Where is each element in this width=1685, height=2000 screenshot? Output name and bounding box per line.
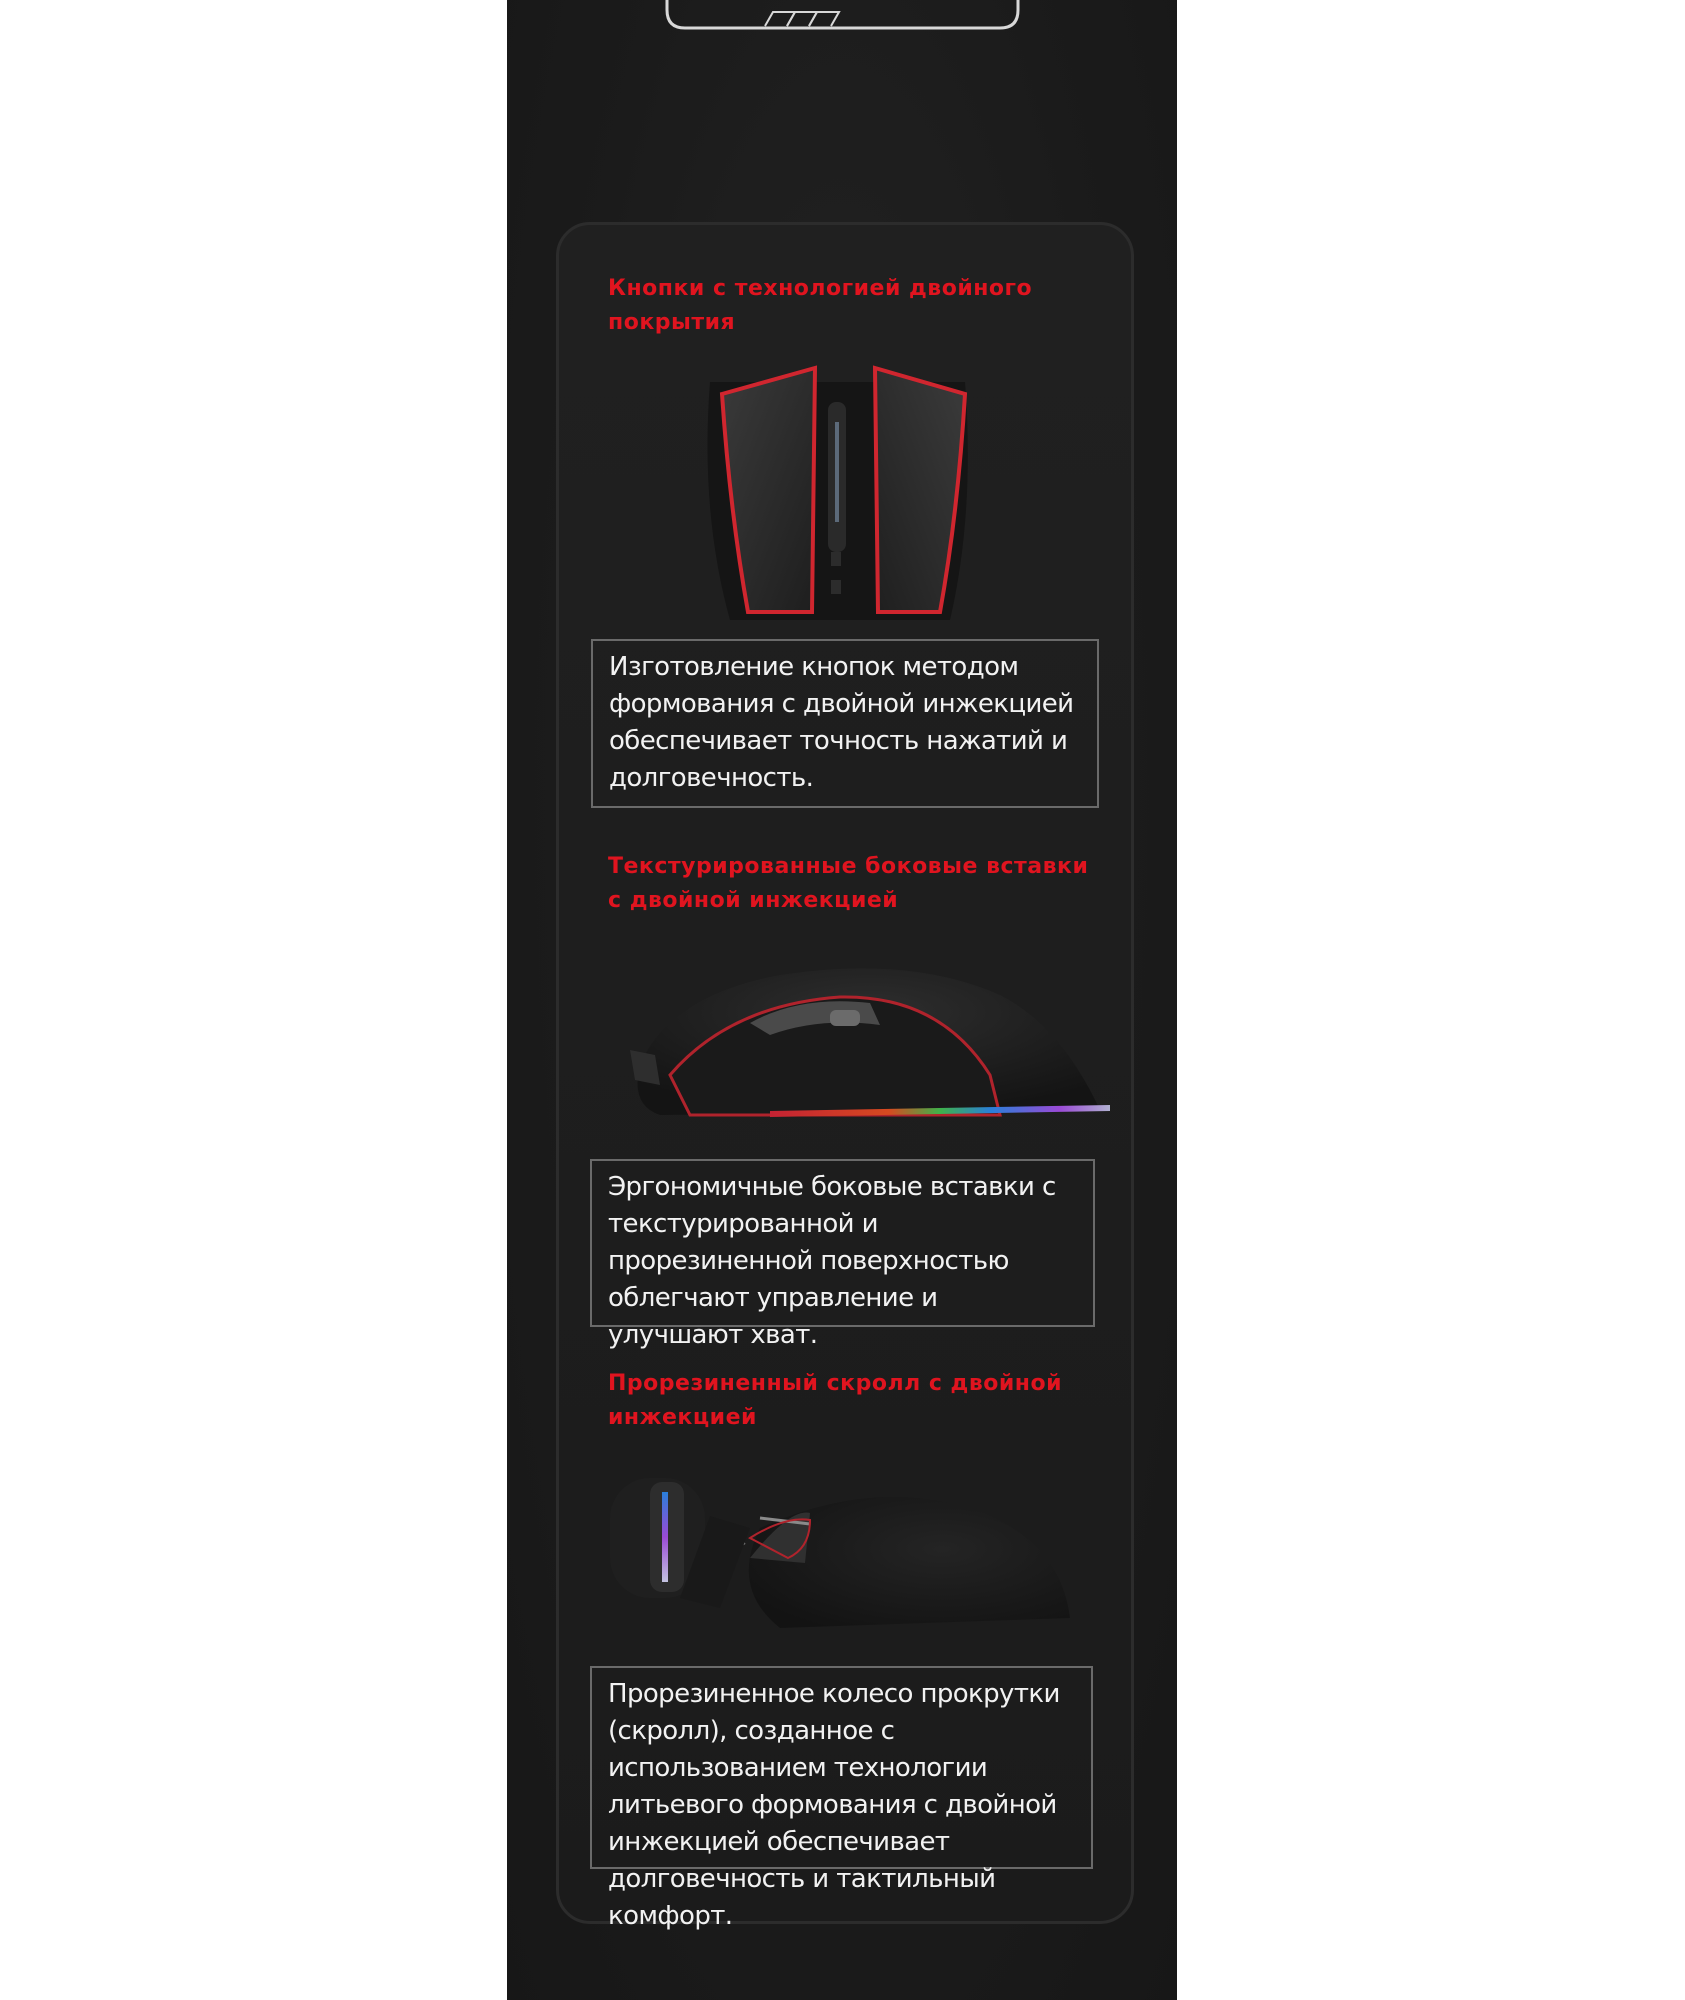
section-2-description: Эргономичные боковые вставки с текстурированной и прорезиненной поверхностью облегчают управление и улучшают хват. <box>590 1159 1095 1327</box>
mouse-side-illustration <box>580 955 1110 1130</box>
section-1-description: Изготовление кнопок методом формования с двойной инжекцией обеспечивает точность нажатий и долговечность. <box>591 639 1099 808</box>
brand-logo-fragment <box>665 0 1020 30</box>
section-1-heading: Кнопки с технологией двойного покрытия <box>608 276 1033 335</box>
mouse-buttons-illustration <box>700 362 975 620</box>
section-3-heading: Прорезиненный скролл с двойной инжекцией <box>608 1371 1063 1430</box>
section-2-heading: Текстурированные боковые вставки с двойной инжекцией <box>608 854 1089 913</box>
mouse-scroll-illustration <box>610 1468 1080 1638</box>
section-3-description: Прорезиненное колесо прокрутки (скролл), созданное с использованием технологии литьевого формования с двойной инжекцией обеспечивает долговечность и тактильный комфорт. <box>590 1666 1093 1869</box>
